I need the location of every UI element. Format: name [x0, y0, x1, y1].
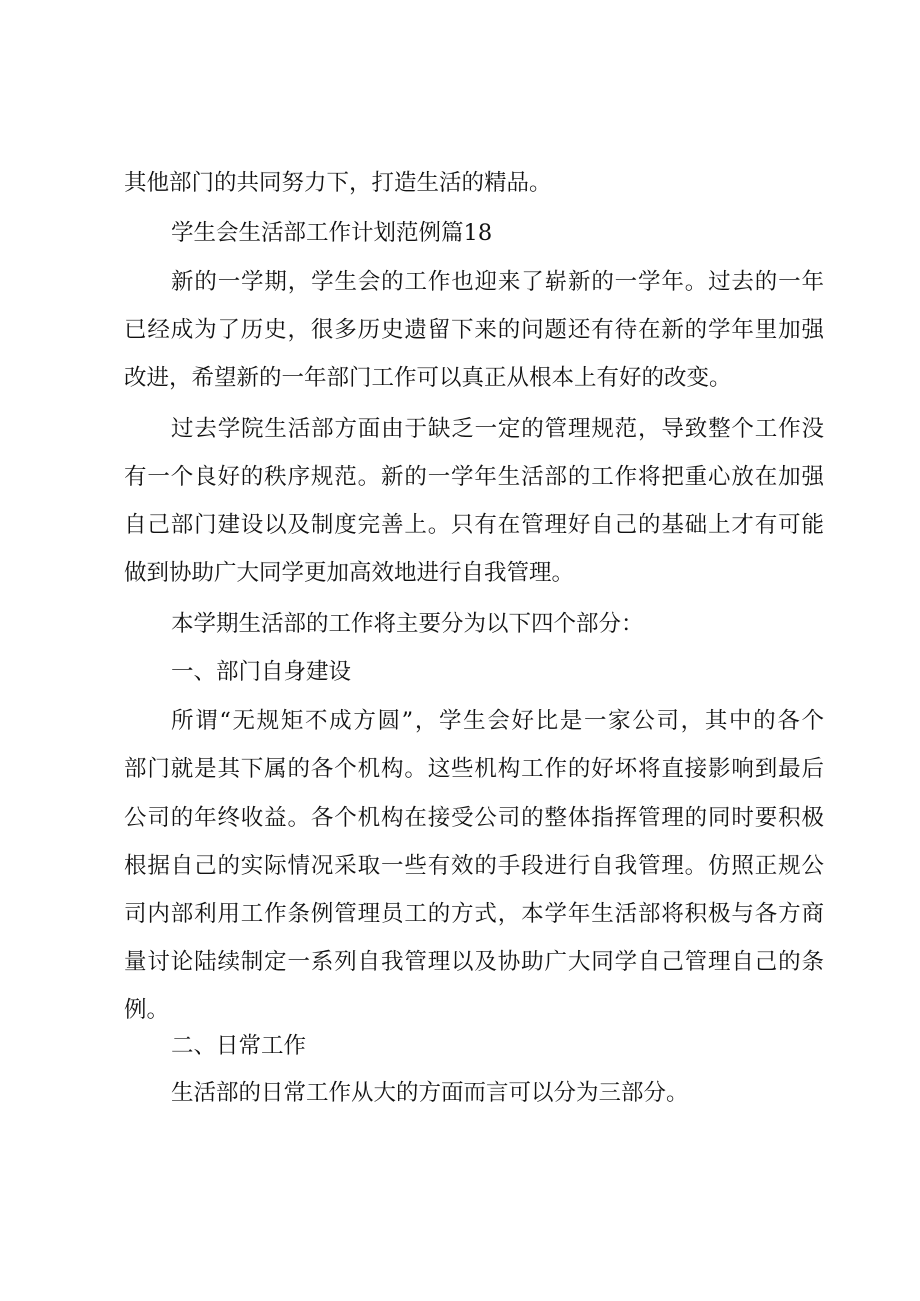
text-line: 已经成为了历史，很多历史遗留下来的问题还有待在新的学年里加强	[124, 317, 824, 343]
text-line: 新的一学期，学生会的工作也迎来了崭新的一学年。过去的一年	[171, 269, 824, 295]
text-line: 其他部门的共同努力下，打造生活的精品。	[124, 170, 552, 196]
text-line: 过去学院生活部方面由于缺乏一定的管理规范，导致整个工作没	[171, 416, 824, 442]
text-line: 根据自己的实际情况采取一些有效的手段进行自我管理。仿照正规公	[124, 853, 824, 879]
section-heading: 二、日常工作	[171, 1033, 307, 1059]
text-line: 部门就是其下属的各个机构。这些机构工作的好坏将直接影响到最后	[124, 756, 824, 782]
text-line: 本学期生活部的工作将主要分为以下四个部分：	[171, 611, 644, 637]
section-heading: 学生会生活部工作计划范例篇18	[171, 220, 493, 246]
text-line: 公司的年终收益。各个机构在接受公司的整体指挥管理的同时要积极	[124, 805, 824, 831]
text-line: 做到协助广大同学更加高效地进行自我管理。	[124, 560, 575, 586]
text-line: 改进，希望新的一年部门工作可以真正从根本上有好的改变。	[124, 365, 732, 391]
text-line: 量讨论陆续制定一系列自我管理以及协助广大同学自己管理自己的条	[124, 949, 824, 975]
text-line: 生活部的日常工作从大的方面而言可以分为三部分。	[171, 1080, 689, 1106]
text-line: 自己部门建设以及制度完善上。只有在管理好自己的基础上才有可能	[124, 512, 824, 538]
text-line: 例。	[124, 997, 170, 1023]
section-heading: 一、部门自身建设	[171, 659, 352, 685]
text-line: 所谓“无规矩不成方圆”，学生会好比是一家公司，其中的各个	[171, 708, 824, 734]
text-line: 司内部利用工作条例管理员工的方式，本学年生活部将积极与各方商	[124, 901, 824, 927]
text-line: 有一个良好的秩序规范。新的一学年生活部的工作将把重心放在加强	[124, 464, 824, 490]
